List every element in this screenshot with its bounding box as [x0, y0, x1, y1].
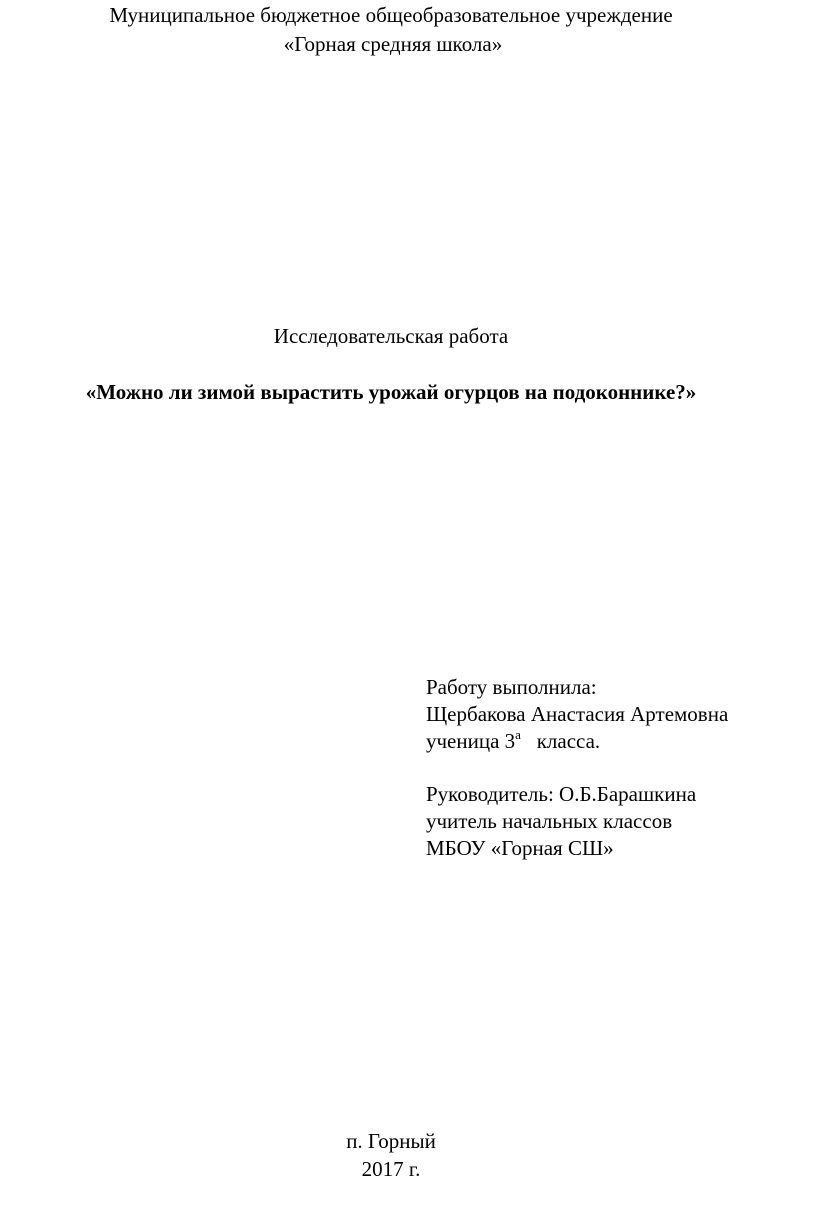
student-class — [426, 728, 728, 755]
year: 2017 г. — [361, 1157, 421, 1181]
supervisor-role: учитель начальных классов — [426, 809, 673, 833]
org-name-line2: «Горная средняя школа» — [283, 32, 503, 56]
supervisor-org: МБОУ «Горная СШ» — [426, 836, 614, 860]
place-name: п. Горный — [346, 1129, 436, 1153]
author-info-block — [426, 674, 728, 862]
done-by-label: Работу выполнила: — [426, 675, 597, 699]
supervisor-name: Руководитель: О.Б.Барашкина — [426, 782, 697, 806]
student-class-suffix: класса. — [536, 729, 601, 753]
spacer — [426, 755, 728, 781]
student-name: Щербакова Анастасия Артемовна — [426, 702, 729, 726]
work-type-title: Исследовательская работа — [273, 324, 509, 348]
student-class-letter: а — [515, 727, 521, 742]
student-class-prefix: ученица 3 — [426, 729, 516, 753]
work-topic-title: «Можно ли зимой вырастить урожай огурцов на подоконнике?» — [85, 380, 697, 404]
org-name-line1: Муниципальное бюджетное общеобразовательное учреждение — [109, 3, 673, 27]
